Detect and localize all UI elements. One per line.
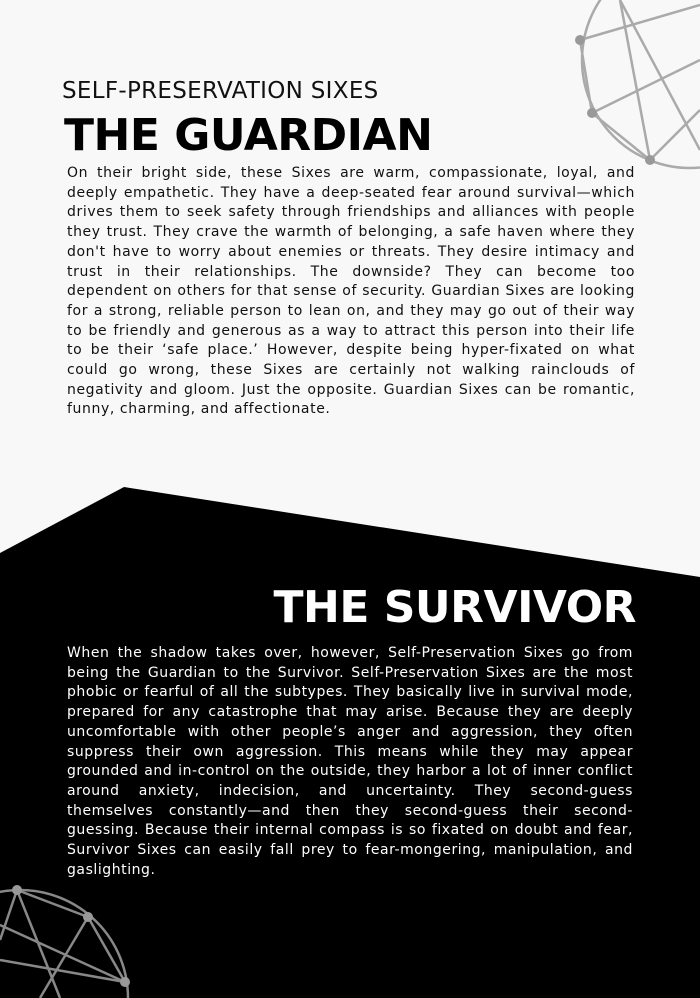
- survivor-heading: THE SURVIVOR: [273, 582, 636, 633]
- guardian-paragraph: On their bright side, these Sixes are warm, compassionate, loyal, and deeply empathetic. They have a deep-seated fear around survival—which drives them to seek safety through friendships and alliances with people they trust. They crave the warmth of belonging, a safe haven where they don't have to worry about enemies or threats. They desire intimacy and trust in their relationships. The downside? They can become too dependent on others for that sense of security. Guardian Sixes are looking for a strong, reliable person to lean on, and they may go out of their way to be friendly and generous as a way to attract this person into their life to be their ‘safe place.’ However, despite being hyper-fixated on what could go wrong, these Sixes are certainly not walking rainclouds of negativity and gloom. Just the opposite. Guardian Sixes can be romantic, funny, charming, and affectionate.: [67, 165, 635, 418]
- enneagram-decoration-bottom-icon: [0, 878, 140, 998]
- section-subtitle: SELF-PRESERVATION SIXES: [62, 78, 379, 104]
- guardian-heading: THE GUARDIAN: [64, 110, 433, 161]
- survivor-paragraph: When the shadow takes over, however, Self-Preservation Sixes go from being the Guardian to the Survivor. Self-Preservation Sixes are the most phobic or fearful of all the subtypes. They basically live in survival mode, prepared for any catastrophe that may arise. Because they are deeply uncomfortable with other people’s anger and aggression, they often suppress their own aggression. This means while they may appear grounded and in-control on the outside, they harbor a lot of inner conflict around anxiety, indecision, and uncertainty. They second-guess themselves constantly—and then they second-guess their second-guessing. Because their internal compass is so fixated on doubt and fear, Survivor Sixes can easily fall prey to fear-mongering, manipulation, and gaslighting.: [67, 645, 633, 878]
